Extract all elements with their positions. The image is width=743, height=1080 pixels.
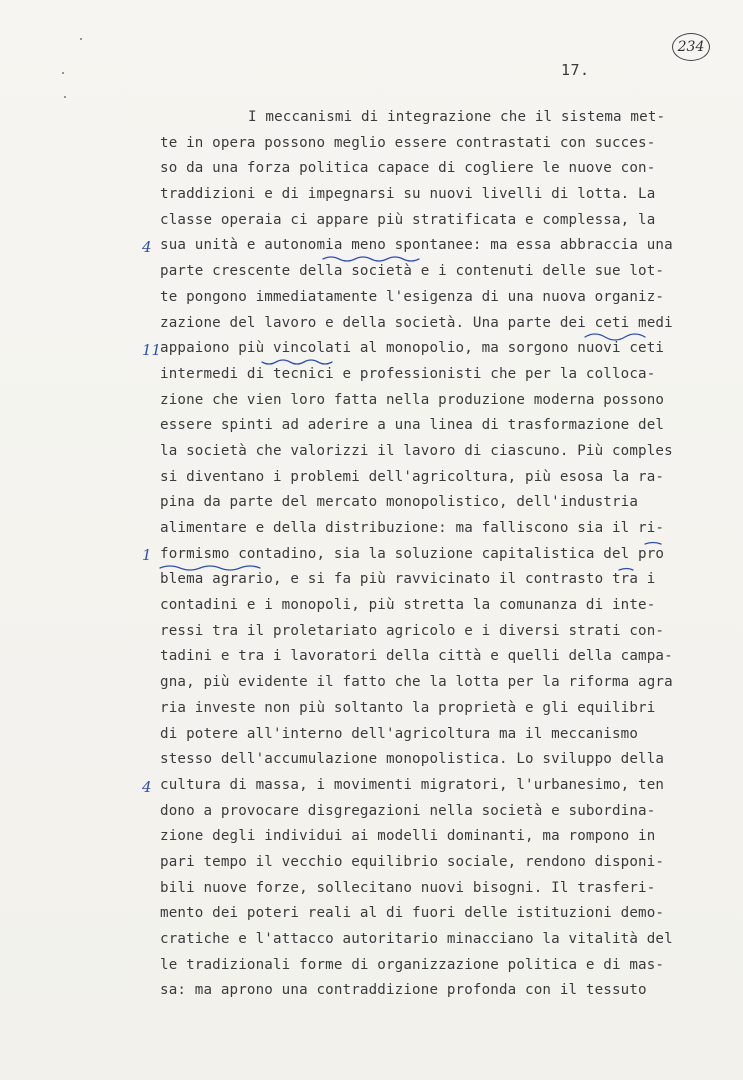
text-line: tadini e tra i lavoratori della città e quelli della campa-: [160, 648, 673, 665]
paper-speck: [64, 96, 66, 98]
margin-mark: 11: [142, 341, 162, 359]
paper-speck: [80, 38, 82, 40]
mark-ri: [645, 543, 661, 545]
text-line: so da una forza politica capace di cogliere le nuove con-: [160, 160, 656, 177]
text-line: la società che valorizzi il lavoro di ciascuno. Più comples: [160, 442, 673, 459]
text-line: zione degli individui ai modelli dominanti, ma rompono in: [160, 828, 656, 845]
text-line: cultura di massa, i movimenti migratori, l'urbanesimo, ten: [160, 776, 665, 793]
text-line: di potere all'interno dell'agricoltura ma il meccanismo: [160, 725, 639, 742]
margin-mark: 4: [142, 238, 152, 256]
text-line: formismo contadino, sia la soluzione capitalistica del pro: [160, 545, 665, 562]
text-line: appaiono più vincolati al monopolio, ma sorgono nuovi ceti: [160, 340, 665, 357]
paper-speck: [62, 72, 64, 74]
archive-number-stamp: 234: [672, 33, 710, 61]
text-line: zazione del lavoro e della società. Una parte dei ceti medi: [160, 314, 673, 331]
text-line: contadini e i monopoli, più stretta la comunanza di inte-: [160, 597, 656, 614]
text-line: intermedi di tecnici e professionisti che per la colloca-: [160, 365, 656, 382]
text-line: te pongono immediatamente l'esigenza di una nuova organiz-: [160, 288, 665, 305]
text-line: blema agrario, e si fa più ravvicinato il contrasto tra i: [160, 571, 656, 588]
text-line: mento dei poteri reali al di fuori delle istituzioni demo-: [160, 905, 665, 922]
text-line: traddizioni e di impegnarsi su nuovi livelli di lotta. La: [160, 186, 656, 203]
text-line: ressi tra il proletariato agricolo e i diversi strati con-: [160, 622, 665, 639]
page-number: 17.: [561, 61, 590, 79]
underline-ceti-medi: [585, 334, 645, 340]
text-line: zione che vien loro fatta nella produzione moderna possono: [160, 391, 665, 408]
wavy-underline-riformismo: [160, 566, 260, 570]
text-line: sua unità e autonomia meno spontanee: ma essa abbraccia una: [160, 237, 673, 254]
text-line: essere spinti ad aderire a una linea di trasformazione del: [160, 417, 665, 434]
text-line: pari tempo il vecchio equilibrio sociale, rendono disponi-: [160, 853, 665, 870]
text-line: dono a provocare disgregazioni nella società e subordina-: [160, 802, 656, 819]
margin-mark: 4: [142, 778, 152, 796]
text-line: pina da parte del mercato monopolistico, dell'industria: [160, 494, 639, 511]
text-line: gna, più evidente il fatto che la lotta per la riforma agra: [160, 674, 673, 691]
text-line: si diventano i problemi dell'agricoltura, più esosa la ra-: [160, 468, 665, 485]
text-line: alimentare e della distribuzione: ma falliscono sia il ri-: [160, 520, 665, 536]
text-line: sa: ma aprono una contraddizione profonda con il tessuto: [160, 982, 647, 999]
text-line: cratiche e l'attacco autoritario minacciano la vitalità del: [160, 931, 673, 947]
mark-pro: [619, 569, 633, 571]
text-line: stesso dell'accumulazione monopolistica. Lo sviluppo della: [160, 751, 665, 768]
text-line: ria investe non più soltanto la proprietà e gli equilibri: [160, 699, 656, 716]
text-line: I meccanismi di integrazione che il sistema met-: [248, 109, 666, 125]
margin-mark: 1: [142, 546, 152, 564]
text-line: classe operaia ci appare più stratificata e complessa, la: [160, 211, 656, 228]
text-line: te in opera possono meglio essere contrastati con succes-: [160, 134, 656, 151]
text-line: parte crescente della società e i contenuti delle sue lot-: [160, 263, 665, 280]
wavy-underline-spontanee: [323, 257, 419, 261]
text-line: bili nuove forze, sollecitano nuovi bisogni. Il trasferi-: [160, 879, 656, 896]
wavy-underline-vincolati: [262, 360, 332, 364]
text-line: le tradizionali forme di organizzazione politica e di mas-: [160, 956, 665, 973]
